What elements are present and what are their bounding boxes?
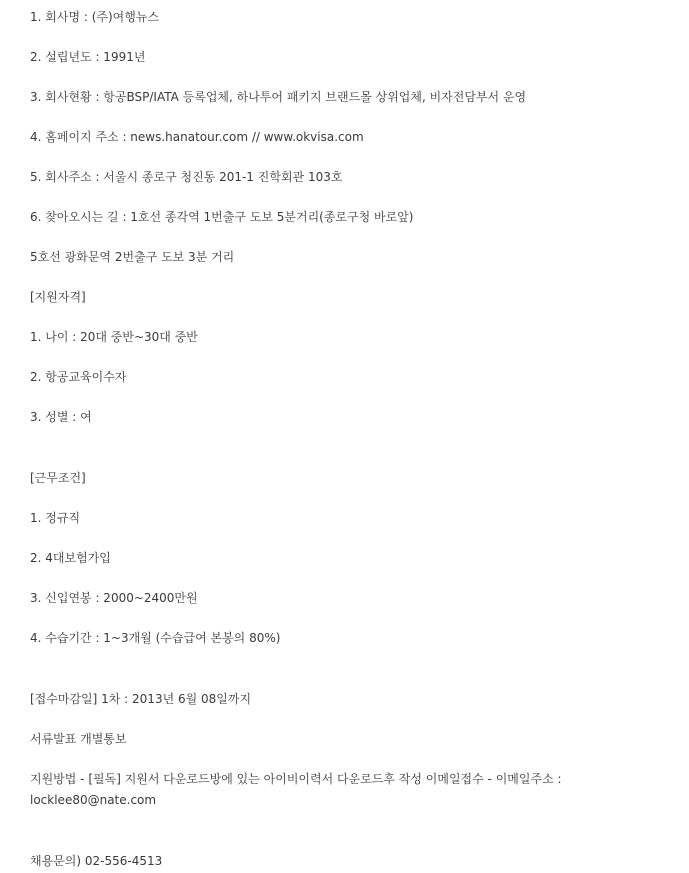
qualifications-header: [지원자격] (30, 290, 86, 304)
company-address: 5. 회사주소 : 서울시 종로구 청진동 201-1 진학회관 103호 (30, 170, 343, 184)
condition-item: 3. 신입연봉 : 2000~2400만원 (30, 591, 198, 605)
condition-item: 4. 수습기간 : 1~3개월 (수습급여 본봉의 80%) (30, 631, 281, 645)
announcement: 서류발표 개별통보 (30, 732, 127, 746)
condition-item: 2. 4대보험가입 (30, 551, 111, 565)
directions-line-1: 6. 찾아오시는 길 : 1호선 종각역 1번출구 도보 5분거리(종로구청 바로앞) (30, 210, 414, 224)
company-name: 1. 회사명 : (주)여행뉴스 (30, 10, 160, 24)
conditions-header: [근무조건] (30, 471, 86, 485)
company-founded: 2. 설립년도 : 1991년 (30, 50, 146, 64)
deadline: [접수마감일] 1차 : 2013년 6월 08일까지 (30, 692, 252, 706)
company-status: 3. 회사현황 : 항공BSP/IATA 등록업체, 하나투어 패키지 브랜드몰 상위업체, 비자전담부서 운영 (30, 90, 527, 104)
directions-line-2: 5호선 광화문역 2번출구 도보 3분 거리 (30, 250, 235, 264)
contact-phone: 채용문의) 02-556-4513 (30, 854, 163, 868)
company-homepage: 4. 홈페이지 주소 : news.hanatour.com // www.okvisa.com (30, 130, 364, 144)
email-address[interactable]: locklee80@nate.com (30, 793, 157, 807)
qualification-item: 1. 나이 : 20대 중반~30대 중반 (30, 330, 198, 344)
condition-item: 1. 정규직 (30, 511, 81, 525)
qualification-item: 2. 항공교육이수자 (30, 370, 127, 384)
apply-method: 지원방법 - [필독] 지원서 다운로드방에 있는 아이비이력서 다운로드후 작성 이메일접수 - 이메일주소 : (30, 772, 562, 786)
qualification-item: 3. 성별 : 여 (30, 410, 92, 424)
